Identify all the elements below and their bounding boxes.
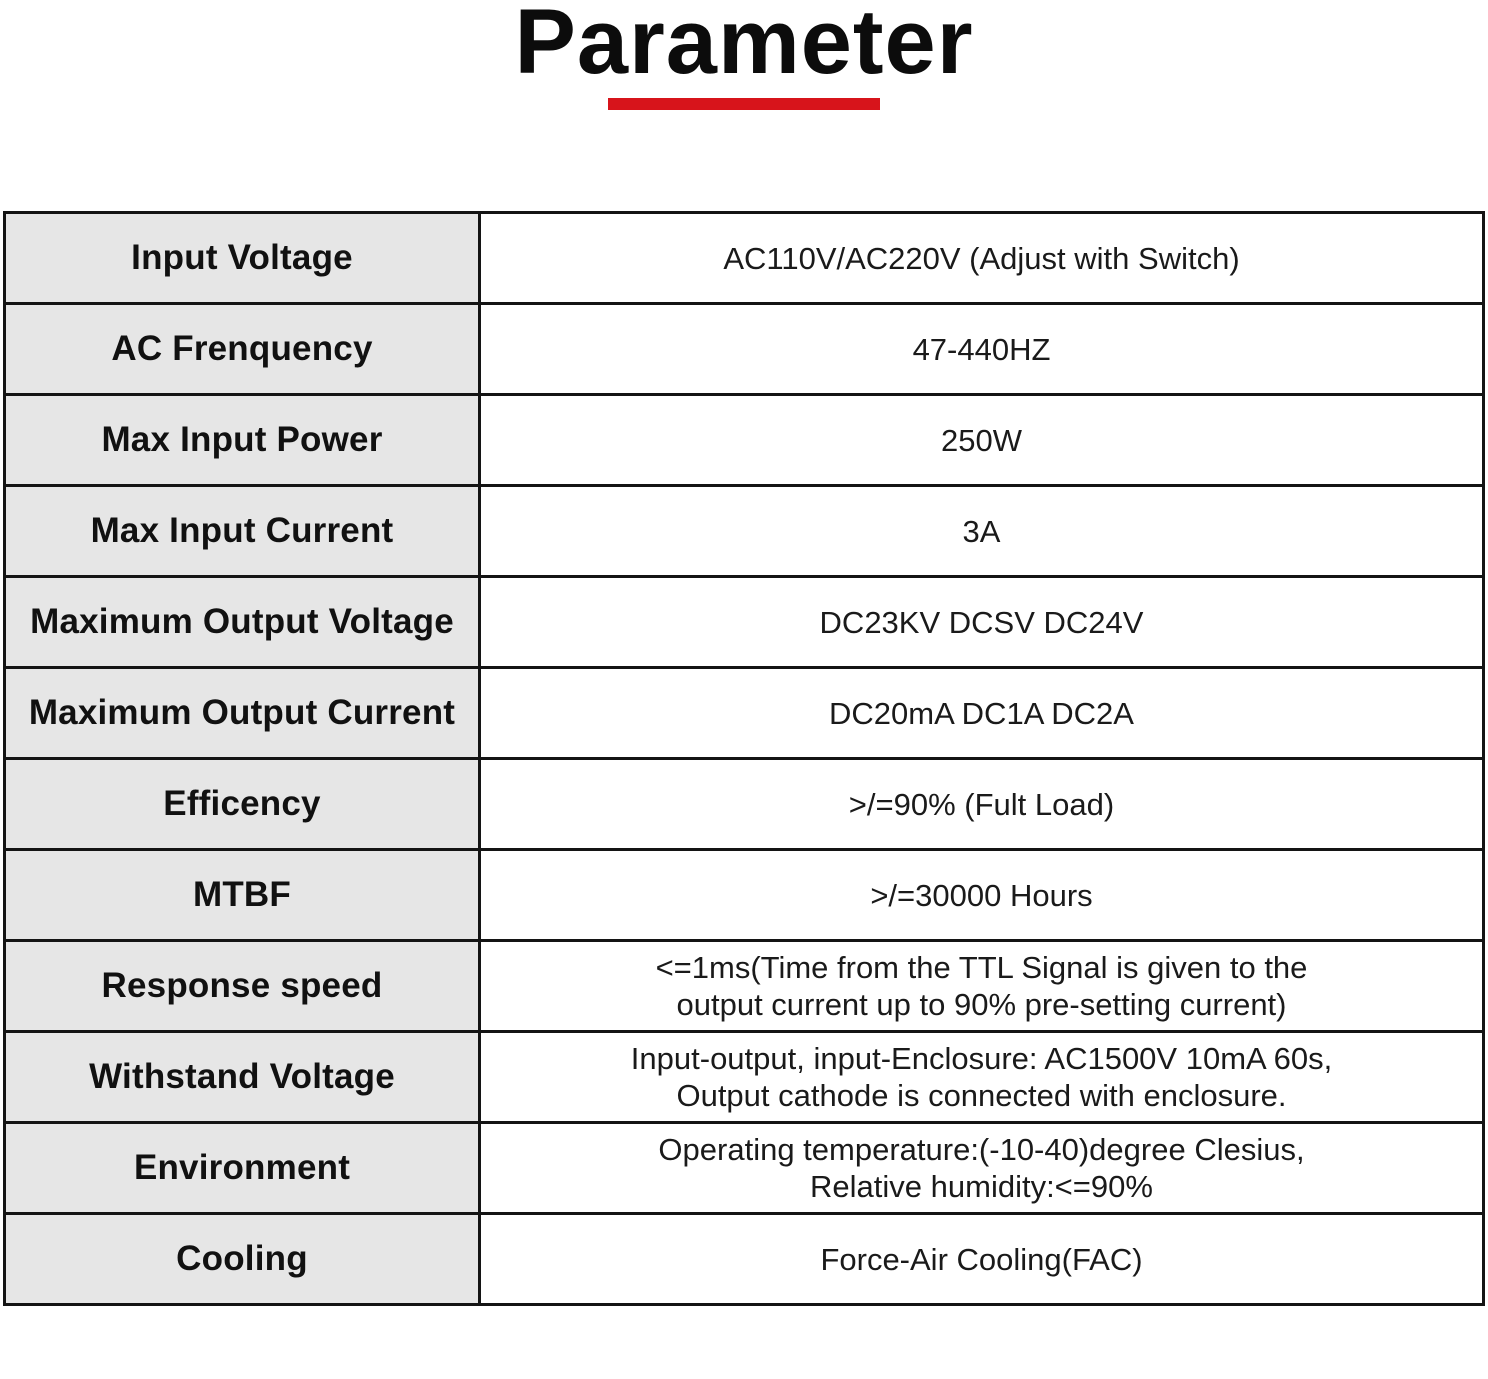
param-label: Maximum Output Current (5, 668, 480, 759)
table-row (5, 486, 1484, 577)
param-value-line: Operating temperature:(-10-40)degree Clesius, (658, 1132, 1305, 1167)
table-row (5, 577, 1484, 668)
param-value-line: output current up to 90% pre-setting current) (676, 987, 1287, 1022)
param-value (480, 304, 1484, 395)
param-value (480, 759, 1484, 850)
param-value-line: DC23KV DCSV DC24V (819, 604, 1144, 640)
parameter-table (3, 211, 1485, 1306)
param-value-line: AC110V/AC220V (Adjust with Switch) (723, 240, 1240, 276)
param-value-line: 3A (962, 513, 1001, 549)
param-value-line: >/=30000 Hours (870, 877, 1093, 913)
param-value-line: Input-output, input-Enclosure: AC1500V 10mA 60s, (630, 1041, 1333, 1076)
param-value-line: DC20mA DC1A DC2A (829, 695, 1134, 731)
table-row (5, 759, 1484, 850)
param-value (480, 668, 1484, 759)
param-value (480, 577, 1484, 668)
table-row (5, 395, 1484, 486)
param-label: Input Voltage (5, 213, 480, 304)
table-row (5, 1032, 1484, 1123)
param-value-line: <=1ms(Time from the TTL Signal is given to the (655, 950, 1308, 985)
table-row (5, 1123, 1484, 1214)
param-value-line: 250W (941, 422, 1022, 458)
param-label: Efficency (5, 759, 480, 850)
param-value-line: >/=90% (Fult Load) (848, 786, 1115, 822)
table-row (5, 668, 1484, 759)
param-value (480, 850, 1484, 941)
table-row (5, 1214, 1484, 1305)
param-label: Response speed (5, 941, 480, 1032)
param-label: Environment (5, 1123, 480, 1214)
param-label: MTBF (5, 850, 480, 941)
table-row (5, 213, 1484, 304)
param-label: Max Input Current (5, 486, 480, 577)
param-label: Max Input Power (5, 395, 480, 486)
table-row (5, 850, 1484, 941)
param-value (480, 1214, 1484, 1305)
param-value-line: Force-Air Cooling(FAC) (820, 1241, 1143, 1277)
param-value (480, 395, 1484, 486)
param-value (480, 941, 1484, 1032)
param-value-line: Relative humidity:<=90% (810, 1169, 1153, 1204)
param-value (480, 1123, 1484, 1214)
title-underline (608, 98, 880, 110)
param-label: Withstand Voltage (5, 1032, 480, 1123)
param-label: Cooling (5, 1214, 480, 1305)
param-value (480, 213, 1484, 304)
param-value (480, 1032, 1484, 1123)
param-value-line: 47-440HZ (912, 331, 1051, 367)
page-title: Parameter (514, 0, 974, 93)
param-value (480, 486, 1484, 577)
table-row (5, 304, 1484, 395)
param-label: Maximum Output Voltage (5, 577, 480, 668)
param-value-line: Output cathode is connected with enclosure. (676, 1078, 1287, 1113)
param-label: AC Frenquency (5, 304, 480, 395)
table-row (5, 941, 1484, 1032)
